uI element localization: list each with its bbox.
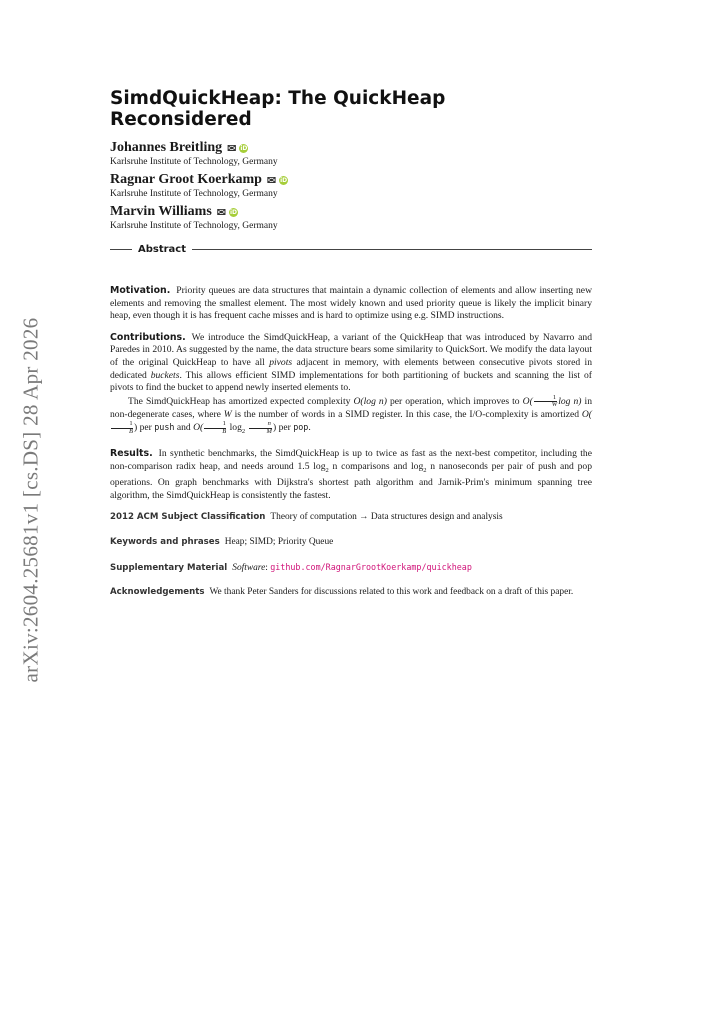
author-affiliation: Karlsruhe Institute of Technology, Germany bbox=[110, 189, 278, 199]
paper-title: SimdQuickHeap: The QuickHeap Reconsidered bbox=[110, 88, 446, 130]
emphasis: pivots bbox=[269, 356, 293, 368]
envelope-icon[interactable]: ✉ bbox=[266, 174, 277, 187]
orcid-icon[interactable]: iD bbox=[240, 144, 248, 152]
meta-text: We thank Peter Sanders for discussions related to this work and feedback on a draft of this paper. bbox=[209, 587, 574, 598]
math: O( bbox=[193, 422, 204, 434]
paper-front-page bbox=[110, 88, 592, 611]
paragraph-text: per bbox=[139, 422, 152, 434]
paragraph-lead: Results. bbox=[110, 448, 153, 460]
math: O(log n) bbox=[353, 395, 387, 407]
math: log bbox=[229, 422, 242, 434]
paragraph-text: is the number of words in a SIMD register. In this case, the I/O-complexity is amortized bbox=[234, 408, 580, 420]
meta-label: 2012 ACM Subject Classification bbox=[110, 512, 266, 523]
fraction: $\frac{1}{B}$ bbox=[204, 421, 226, 435]
abstract-label: Abstract bbox=[138, 244, 187, 255]
paragraph-text: in non-degenerate cases, where bbox=[110, 395, 593, 420]
paragraph-lead: Motivation. bbox=[110, 285, 171, 296]
paragraph-text: per operation, which improves to bbox=[389, 395, 520, 407]
paragraph-text: adjacent in memory, with elements between consecutive pivots stored in dedicated bbox=[110, 356, 592, 381]
author-affiliation: Karlsruhe Institute of Technology, Germany bbox=[110, 221, 278, 231]
author-affiliation: Karlsruhe Institute of Technology, Germany bbox=[110, 157, 278, 167]
paragraph-text: and bbox=[176, 422, 191, 434]
paragraph-text: n comparisons and log bbox=[332, 460, 424, 472]
fraction: $\frac{1}{B}$ bbox=[111, 421, 133, 435]
software-link[interactable]: github.com/RagnarGrootKoerkamp/quickheap bbox=[270, 561, 472, 572]
motivation-paragraph bbox=[110, 285, 592, 323]
results-paragraph: Results. In synthetic benchmarks, the SimdQuickHeap is up to twice as fast as the next-best competitor, including the non-comparison radix heap, and needs around 1.5 $\log_2 n$ comparisons and $\log_2 n$ nanoseconds per pair of push and pop operations. On graph benchmarks with Dijkstra's shortest path algorithm and Jarnik-Prim's minimum spanning tree algorithm, the SimdQuickHeap is consistently the fastest. bbox=[110, 448, 592, 501]
divider bbox=[110, 249, 132, 250]
envelope-icon[interactable]: ✉ bbox=[216, 206, 226, 219]
meta-text: Heap; SIMD; Priority Queue bbox=[224, 536, 334, 547]
meta-text: Theory of computation → Data structures design and analysis bbox=[270, 512, 503, 523]
paragraph-text: The SimdQuickHeap has amortized expected complexity bbox=[128, 395, 351, 407]
math: ) bbox=[133, 422, 138, 434]
code: push bbox=[154, 422, 175, 433]
math: log n) bbox=[558, 395, 582, 407]
math: O( bbox=[522, 395, 533, 407]
paragraph-text: per bbox=[278, 422, 291, 434]
paragraph-text: We introduce the SimdQuickHeap, a variant of the QuickHeap that was introduced by Navarro and Paredes in 2010. As suggested by the name, the data structure bears some similarity to QuickSort. We modify the data layout of the original QuickHeap to have all bbox=[110, 331, 592, 368]
author-name: Johannes Breitling bbox=[110, 140, 223, 155]
meta-label: Acknowledgements bbox=[110, 587, 205, 598]
author-block bbox=[110, 204, 592, 232]
paragraph-text: n nanoseconds per pair of push and pop operations. On graph benchmarks with Dijkstra's shortest path algorithm and Jarnik-Prim's minimum spanning tree algorithm, the SimdQuickHeap is consistently the fastest. bbox=[110, 460, 592, 501]
arxiv-sidebar bbox=[18, 300, 44, 700]
acknowledgements bbox=[110, 586, 592, 599]
math: O( bbox=[581, 408, 592, 420]
complexity-paragraph: The SimdQuickHeap has amortized expected complexity O(log n) per operation, which improves to O( $\frac{1}{W}$ log n) in non-degenerate cases, where W is the number of words in a SIMD register. In this case, the I/O-complexity is amortized O( $\frac{1}{B}$ ) per push and O( $\frac{1}{B}$ $\log_2$ $\frac{n}{M}$ ) per pop. bbox=[110, 393, 593, 436]
meta-label: Supplementary Material bbox=[110, 562, 228, 573]
supplementary-material: Supplementary Material Software: github.com/RagnarGrootKoerkamp/quickheap bbox=[110, 561, 472, 573]
orcid-icon[interactable]: iD bbox=[229, 208, 238, 216]
paragraph-text: . This allows efficient SIMD implementations for both partitioning of buckets and scanning the list of pivots to find the bucket to append newly inserted elements to. bbox=[110, 369, 592, 394]
meta-text: Software bbox=[232, 562, 266, 573]
author-block bbox=[110, 172, 592, 200]
author-name: Marvin Williams bbox=[110, 204, 212, 219]
author-block bbox=[110, 140, 592, 168]
emphasis: buckets bbox=[150, 369, 180, 381]
paragraph-lead: Contributions. bbox=[110, 331, 186, 343]
math: ) bbox=[272, 422, 277, 434]
author-name: Ragnar Groot Koerkamp bbox=[110, 172, 262, 187]
divider bbox=[192, 249, 592, 250]
orcid-icon[interactable]: iD bbox=[280, 176, 288, 184]
arxiv-identifier: arXiv:2604.25681v1 [cs.DS] 28 Apr 2026 bbox=[18, 317, 43, 683]
keywords bbox=[110, 536, 592, 549]
paragraph-text: Priority queues are data structures that maintain a dynamic collection of elements and allow inserting new elements and removing the smallest element. The most widely known and used priority queue is likely the implicit binary heap, even though it is has frequent cache misses and is hard to optimize using e.g. SIMD instructions. bbox=[110, 285, 592, 322]
code: pop bbox=[293, 422, 309, 433]
abstract-heading bbox=[110, 244, 592, 255]
fraction: $\frac{1}{W}$ bbox=[534, 395, 557, 409]
fraction: $\frac{n}{M}$ bbox=[249, 421, 272, 435]
paragraph-text: In synthetic benchmarks, the SimdQuickHeap is up to twice as fast as the next-best competitor, including the non-comparison radix heap, and needs around 1.5 log bbox=[110, 448, 592, 472]
acm-classification bbox=[110, 511, 592, 524]
meta-label: Keywords and phrases bbox=[110, 536, 220, 547]
math: W bbox=[223, 408, 232, 420]
contributions-paragraph bbox=[110, 332, 592, 395]
envelope-icon[interactable]: ✉ bbox=[227, 142, 237, 155]
